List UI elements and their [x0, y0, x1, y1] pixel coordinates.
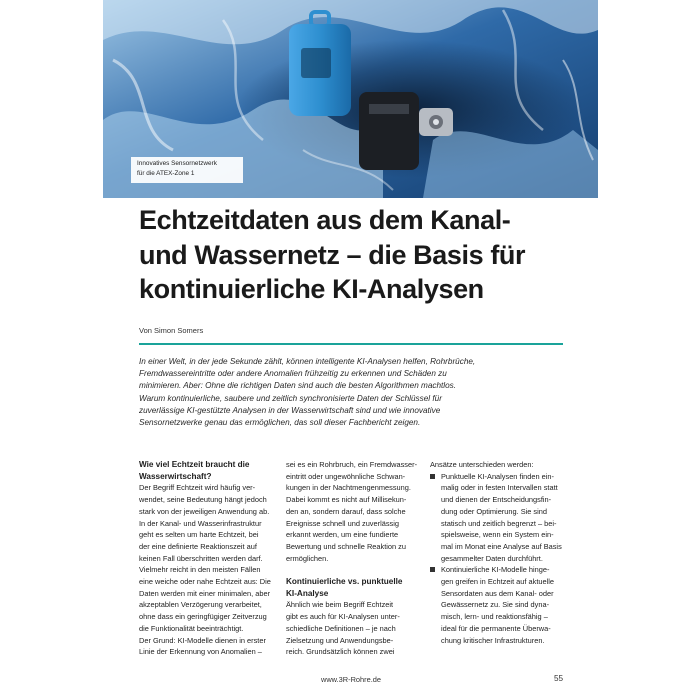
author-byline: Von Simon Somers	[139, 326, 204, 335]
magazine-page	[103, 0, 598, 700]
body-line: ideal für die permanente Überwa-	[441, 623, 551, 633]
intro-line: Warum kontinuierliche, saubere und zeitlich synchronisierte Daten der Schlüssel für	[139, 393, 442, 403]
intro-paragraph	[139, 356, 563, 429]
body-line: Vielmehr reicht in den meisten Fällen	[139, 565, 261, 575]
paragraph-gap	[286, 564, 422, 576]
body-line: gibt es auch für KI-Analysen unter-	[286, 612, 400, 622]
body-line: sei es ein Rohrbruch, ein Fremdwasser-	[286, 460, 418, 469]
body-line: Sensordaten aus dem Kanal- oder	[441, 588, 554, 598]
body-line: und dienen der Entscheidungsfin-	[441, 495, 552, 505]
body-line: wendet, seine Bedeutung hängt jedoch	[139, 495, 267, 505]
section-heading: Wie viel Echtzeit braucht die	[139, 460, 250, 469]
body-line: Zielsetzung und Anwendungsbe-	[286, 635, 394, 645]
footer-website-link[interactable]: www.3R-Rohre.de	[321, 675, 381, 684]
intro-line: In einer Welt, in der jede Sekunde zählt, können intelligente KI-Analysen helfen, Rohrbrüche,	[139, 357, 476, 366]
body-line: erkannt werden, um eine fundierte	[286, 530, 399, 540]
body-line: malig oder in festen Intervallen statt	[441, 483, 558, 493]
body-line: kungen in der Nachtmengenmessung.	[286, 483, 411, 493]
section-heading: Wasserwirtschaft?	[139, 471, 212, 481]
intro-line: Fremdwassereintritte oder andere Anomalien frühzeitig zu erkennen und Schäden zu	[139, 369, 447, 379]
intro-line: Sensornetzwerke genau das ermöglichen, das soll dieser Fachbericht zeigen.	[139, 418, 421, 428]
body-line: spielsweise, wenn ein System ein-	[441, 530, 554, 540]
body-line: Ähnlich wie beim Begriff Echtzeit	[286, 600, 394, 610]
body-line: Ansätze unterschieden werden:	[430, 460, 534, 469]
body-line: Dabei kommt es nicht auf Millisekun-	[286, 495, 407, 505]
divider-rule	[139, 343, 563, 345]
bullet-item-punktuell	[430, 471, 570, 565]
body-line: gesammelter Daten durchführt.	[441, 553, 543, 563]
title-line: Echtzeitdaten aus dem Kanal-	[139, 205, 511, 235]
body-line: keinen Fall überschritten werden darf.	[139, 553, 263, 563]
body-line: ermöglichen.	[286, 553, 329, 563]
photo-caption	[131, 157, 243, 183]
body-line: akzeptablen Verzögerung verarbeitet,	[139, 600, 262, 610]
body-line: Punktuelle KI-Analysen finden ein-	[441, 471, 554, 481]
body-line: eintritt oder ungewöhnliche Schwan-	[286, 471, 406, 481]
column-2	[286, 459, 422, 658]
body-line: Der Grund: KI-Modelle dienen in erster	[139, 635, 266, 645]
title-line: kontinuierliche KI-Analysen	[139, 274, 484, 304]
body-line: gen greifen in Echtzeit auf aktuelle	[441, 577, 554, 587]
body-line: geht es selten um harte Echtzeit, bei	[139, 530, 259, 540]
body-line: die Funktionalität beeinträchtigt.	[139, 623, 244, 633]
body-line: der eine definierte Reaktionszeit auf	[139, 541, 257, 551]
bullet-item-kontinuierlich	[430, 564, 570, 646]
square-bullet-icon	[430, 474, 435, 479]
body-line: eine weiche oder nahe Echtzeit aus: Die	[139, 577, 271, 587]
body-line: Ereignisse schnell und zuverlässig	[286, 518, 399, 528]
intro-line: minimieren. Aber: Ohne die richtigen Daten sind auch die besten Algorithmen machtlos.	[139, 381, 457, 391]
article-title	[139, 203, 579, 307]
square-bullet-icon	[430, 567, 435, 572]
intro-line: zuverlässige KI-gestützte Analysen in der Wasserwirtschaft sind und wie innovative	[139, 405, 441, 415]
body-line: stark von der jeweiligen Anwendung ab.	[139, 506, 270, 516]
section-heading: KI-Analyse	[286, 588, 329, 598]
caption-line: Innovatives Sensornetzwerk	[137, 160, 217, 167]
body-line: misch, lern- und reaktionsfähig –	[441, 612, 548, 622]
body-line: chung kritischer Infrastrukturen.	[441, 635, 545, 645]
body-line: Linie der Erkennung von Anomalien –	[139, 647, 262, 657]
section-heading: Kontinuierliche vs. punktuelle	[286, 577, 403, 587]
body-line: In der Kanal- und Wasserinfrastruktur	[139, 518, 262, 528]
body-line: statisch und zeitlich begrenzt – bei-	[441, 518, 557, 528]
body-line: Daten werden mit einer minimalen, aber	[139, 588, 271, 598]
page-number: 55	[554, 674, 564, 683]
body-line: Kontinuierliche KI-Modelle hinge-	[441, 565, 550, 575]
body-line: Gewässernetz zu. Sie sind dyna-	[441, 600, 550, 610]
body-line: den an, sondern darauf, dass solche	[286, 506, 406, 516]
body-line: reich. Grundsätzlich können zwei	[286, 647, 395, 657]
black-probe-shape	[359, 92, 419, 170]
body-line: Bewertung und schnelle Reaktion zu	[286, 541, 406, 551]
title-line: und Wassernetz – die Basis für	[139, 239, 526, 270]
column-3	[430, 459, 570, 646]
body-line: dung oder Optimierung. Sie sind	[441, 506, 547, 516]
column-1	[139, 459, 275, 658]
body-line: mal im Monat eine Analyse auf Basis	[441, 541, 562, 551]
body-line: ohne dass ein geringfügiger Zeitverzug	[139, 612, 267, 622]
caption-line: für die ATEX-Zone 1	[137, 170, 195, 177]
hero-photo	[103, 0, 598, 198]
body-line: Der Begriff Echtzeit wird häufig ver-	[139, 483, 256, 493]
body-line: schiedliche Definitionen – je nach	[286, 623, 396, 633]
